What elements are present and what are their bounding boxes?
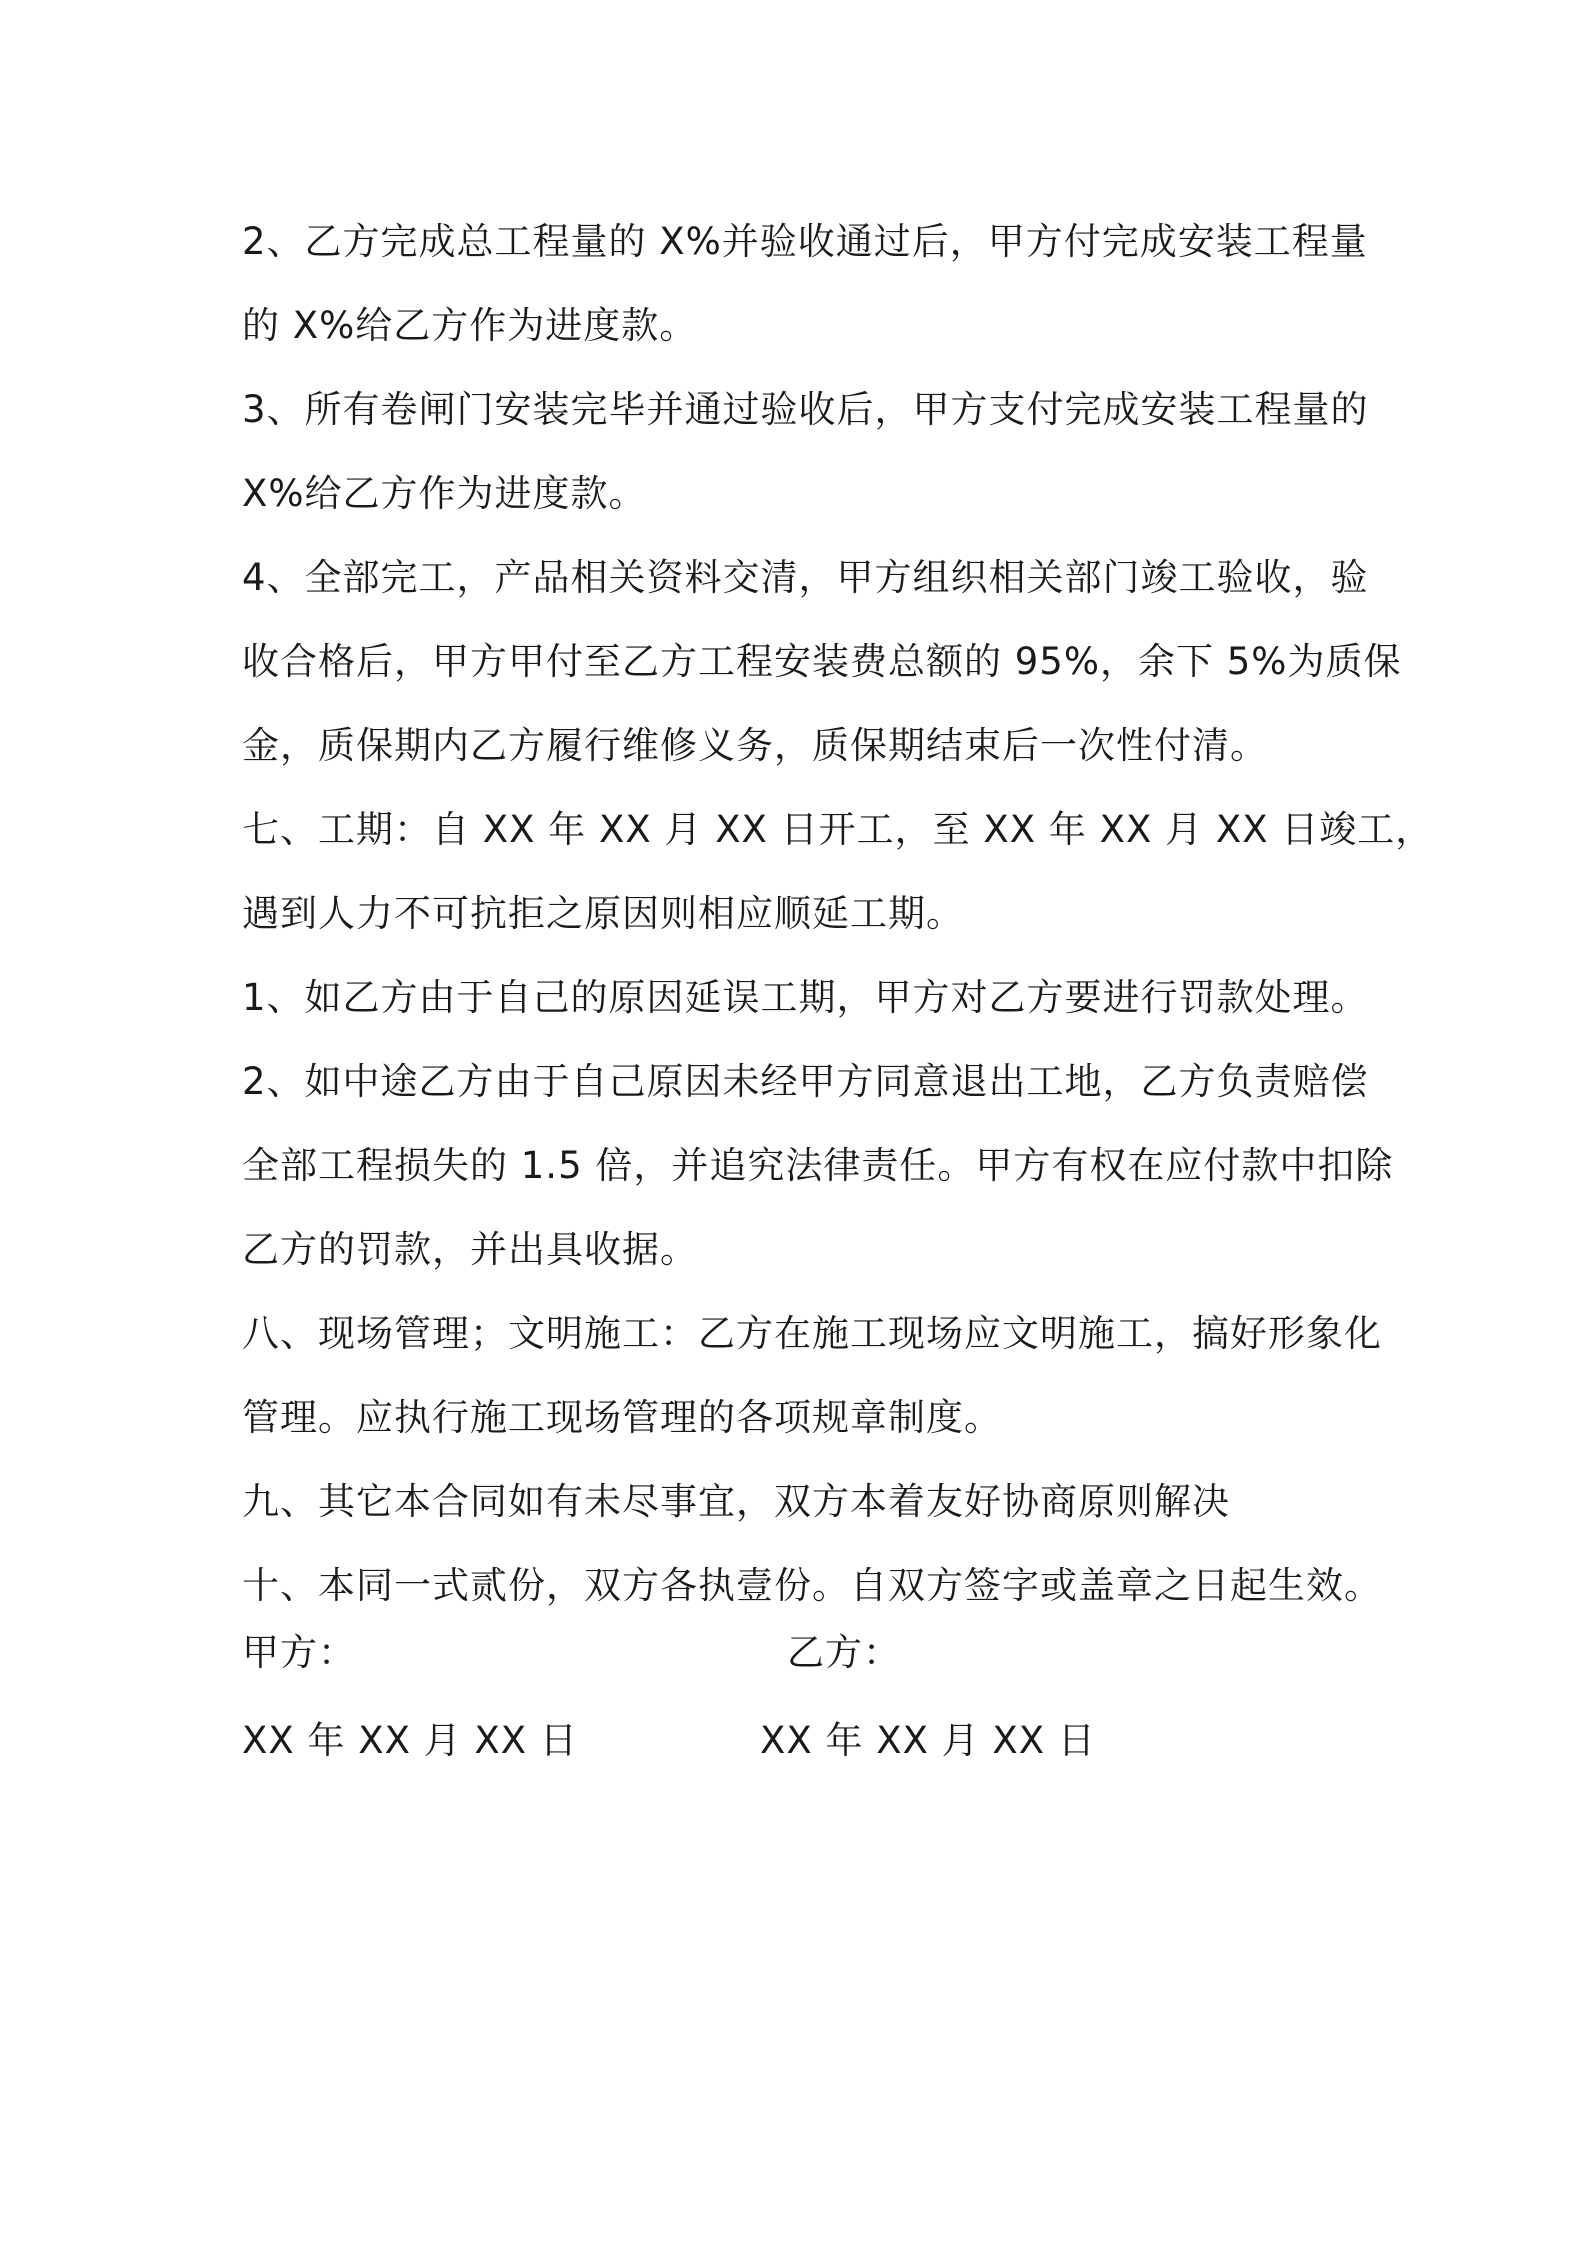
signature-block (242, 1611, 1362, 1787)
clause-payment-progress (242, 200, 1368, 368)
clause-withdrawal-liability (242, 1040, 1394, 1292)
signature-date-row (242, 1699, 1362, 1787)
clause-final-payment (242, 536, 1402, 788)
text-line: 八、现场管理；文明施工：乙方在施工现场应文明施工，搞好形象化 (242, 1312, 1382, 1355)
text-line: 十、本同一式贰份，双方各执壹份。自双方签字或盖章之日起生效。 (242, 1564, 1382, 1607)
text-line: 2、乙方完成总工程量的 X%并验收通过后，甲方付完成安装工程量 (242, 220, 1368, 263)
text-line: 金，质保期内乙方履行维修义务，质保期结束后一次性付清。 (242, 724, 1268, 767)
clause-delay-penalty (242, 956, 1369, 1040)
text-line: 七、工期：自 XX 年 XX 月 XX 日开工，至 XX 年 XX 月 XX 日竣工， (242, 808, 1434, 851)
text-line: 2、如中途乙方由于自己原因未经甲方同意退出工地，乙方负责赔偿 (242, 1060, 1369, 1103)
section-schedule (242, 788, 1434, 956)
text-line: 管理。应执行施工现场管理的各项规章制度。 (242, 1396, 1002, 1439)
section-other-matters (242, 1460, 1362, 1544)
party-b-label: 乙方： (787, 1631, 901, 1674)
section-site-management (242, 1292, 1382, 1460)
party-b-date: XX 年 XX 月 XX 日 (760, 1719, 1096, 1762)
text-line: X%给乙方作为进度款。 (242, 472, 647, 515)
text-line: 1、如乙方由于自己的原因延误工期，甲方对乙方要进行罚款处理。 (242, 976, 1369, 1019)
text-line: 全部工程损失的 1.5 倍，并追究法律责任。甲方有权在应付款中扣除 (242, 1144, 1394, 1187)
signature-party-row (242, 1611, 1362, 1699)
clause-payment-after-install (242, 368, 1369, 536)
text-line: 收合格后，甲方甲付至乙方工程安装费总额的 95%，余下 5%为质保 (242, 640, 1402, 683)
party-a-label: 甲方： (242, 1631, 356, 1674)
text-line: 遇到人力不可抗拒之原因则相应顺延工期。 (242, 892, 964, 935)
text-line: 乙方的罚款，并出具收据。 (242, 1228, 698, 1271)
text-line: 的 X%给乙方作为进度款。 (242, 304, 698, 347)
text-line: 3、所有卷闸门安装完毕并通过验收后，甲方支付完成安装工程量的 (242, 388, 1369, 431)
contract-body (242, 200, 1434, 1628)
text-line: 4、全部完工，产品相关资料交清，甲方组织相关部门竣工验收，验 (242, 556, 1369, 599)
text-line: 九、其它本合同如有未尽事宜，双方本着友好协商原则解决 (242, 1480, 1230, 1523)
party-a-date: XX 年 XX 月 XX 日 (242, 1719, 578, 1762)
